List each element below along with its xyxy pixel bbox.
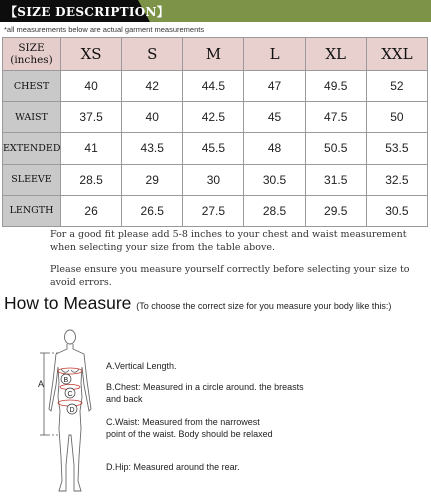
size-corner-unit: (inches) bbox=[10, 54, 53, 66]
row-label-extended: EXTENDED bbox=[3, 133, 61, 164]
measure-lines bbox=[58, 368, 82, 406]
table-cell: 40 bbox=[122, 102, 183, 133]
measure-item-c bbox=[106, 416, 281, 440]
body-figure-illustration bbox=[28, 325, 108, 500]
row-label-length: LENGTH bbox=[3, 195, 61, 226]
table-cell: 37.5 bbox=[61, 102, 122, 133]
size-corner-cell bbox=[3, 38, 61, 71]
measure-d-head: D.Hip: bbox=[106, 462, 132, 472]
table-cell: 30.5 bbox=[244, 164, 305, 195]
table-cell: 49.5 bbox=[305, 71, 366, 102]
table-cell: 32.5 bbox=[366, 164, 427, 195]
table-cell: 29.5 bbox=[305, 195, 366, 226]
size-corner-label: SIZE bbox=[18, 42, 45, 54]
table-cell: 52 bbox=[366, 71, 427, 102]
how-to-measure-heading bbox=[4, 293, 391, 314]
size-s: S bbox=[122, 38, 183, 71]
measure-tip: Please ensure you measure yourself correctly before selecting your size to avoid errors. bbox=[50, 264, 410, 288]
measure-item-d bbox=[106, 461, 326, 473]
table-row bbox=[3, 133, 428, 164]
table-cell: 28.5 bbox=[244, 195, 305, 226]
size-xxl: XXL bbox=[366, 38, 427, 71]
table-cell: 27.5 bbox=[183, 195, 244, 226]
figure-label-c: C bbox=[67, 391, 73, 398]
figure-label-b: B bbox=[63, 377, 69, 384]
table-cell: 45 bbox=[244, 102, 305, 133]
section-title: 【SIZE DESCRIPTION】 bbox=[5, 5, 170, 19]
table-cell: 30 bbox=[183, 164, 244, 195]
table-cell: 28.5 bbox=[61, 164, 122, 195]
table-cell: 29 bbox=[122, 164, 183, 195]
row-label-chest: CHEST bbox=[3, 71, 61, 102]
table-row bbox=[3, 102, 428, 133]
table-cell: 50.5 bbox=[305, 133, 366, 164]
table-cell: 45.5 bbox=[183, 133, 244, 164]
table-cell: 44.5 bbox=[183, 71, 244, 102]
table-row bbox=[3, 195, 428, 226]
row-label-sleeve: SLEEVE bbox=[3, 164, 61, 195]
measure-item-b bbox=[106, 381, 306, 405]
table-row bbox=[3, 71, 428, 102]
row-label-waist: WAIST bbox=[3, 102, 61, 133]
table-cell: 42 bbox=[122, 71, 183, 102]
measure-b-body: Measured in a circle around. the breasts and back bbox=[106, 382, 304, 404]
table-cell: 40 bbox=[61, 71, 122, 102]
table-cell: 26 bbox=[61, 195, 122, 226]
measure-a-head: A.Vertical Length. bbox=[106, 361, 177, 371]
vertical-length-line bbox=[40, 353, 60, 435]
size-table bbox=[2, 37, 428, 227]
table-cell: 47 bbox=[244, 71, 305, 102]
table-cell: 43.5 bbox=[122, 133, 183, 164]
measure-c-head: C.Waist: bbox=[106, 417, 140, 427]
table-cell: 47.5 bbox=[305, 102, 366, 133]
table-cell: 41 bbox=[61, 133, 122, 164]
figure-label-d: D bbox=[69, 407, 75, 414]
measurement-note: *all measurements below are actual garment measurements bbox=[4, 25, 205, 34]
table-cell: 53.5 bbox=[366, 133, 427, 164]
table-cell: 31.5 bbox=[305, 164, 366, 195]
fit-tip: For a good fit please add 5-8 inches to your chest and waist measurement when selecting your size from the table above. bbox=[50, 229, 407, 253]
size-header-row bbox=[3, 38, 428, 71]
table-cell: 50 bbox=[366, 102, 427, 133]
figure-label-a: A bbox=[38, 379, 45, 389]
size-xl: XL bbox=[305, 38, 366, 71]
table-cell: 26.5 bbox=[122, 195, 183, 226]
measure-b-head: B.Chest: bbox=[106, 382, 141, 392]
table-cell: 48 bbox=[244, 133, 305, 164]
measure-d-body: Measured around the rear. bbox=[131, 462, 240, 472]
size-l: L bbox=[244, 38, 305, 71]
table-cell: 30.5 bbox=[366, 195, 427, 226]
measure-item-a bbox=[106, 360, 306, 372]
measure-c-body: Measured from the narrowest point of the waist. Body should be relaxed bbox=[106, 417, 273, 439]
how-subtitle: (To choose the correct size for you measure your body like this:) bbox=[136, 301, 392, 311]
how-title: How to Measure bbox=[4, 293, 132, 313]
size-xs: XS bbox=[61, 38, 122, 71]
table-cell: 42.5 bbox=[183, 102, 244, 133]
table-row bbox=[3, 164, 428, 195]
size-m: M bbox=[183, 38, 244, 71]
